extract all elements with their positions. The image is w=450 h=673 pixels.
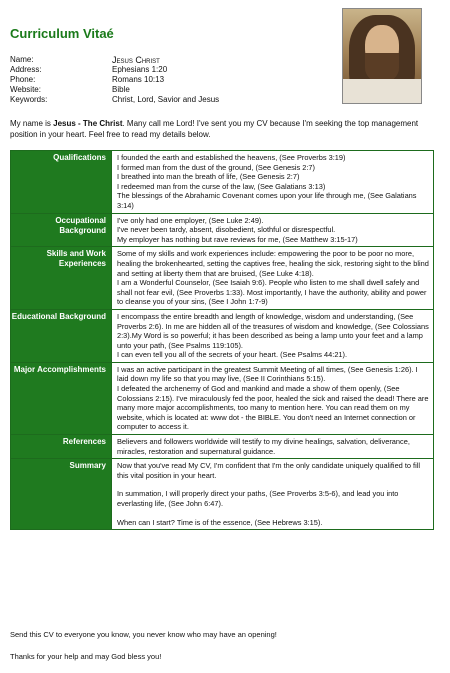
section-content [111,214,433,247]
info-key: Website: [10,85,41,94]
intro-bold: Jesus - The Christ [53,119,123,128]
section-line: Some of my skills and work experiences include: empowering the poor to be poor no more, healing the brokenhearted, setting the captives free, healing the sick, restoring sight to the blind and setting at liberty them that are bruised, (See Luke 4:18). [117,249,429,278]
section-line: I've only had one employer, (See Luke 2:49). [117,215,264,225]
info-value: Bible [112,85,130,94]
info-row-name [10,55,219,65]
section-line: When can I start? Time is of the essence, (See Hebrews 3:15). [117,517,323,527]
section-label: Occupational Background [11,214,111,247]
section-line: In summation, I will properly direct your paths, (See Proverbs 3:5-6), and lead you into everlasting life, (See John 6:47). [117,489,399,508]
section-line: I breathed into man the breath of life, (See Genesis 2:7) [117,172,300,182]
section-line: I redeemed man from the curse of the law, (See Galatians 3:13) [117,181,326,191]
portrait-image [342,8,422,104]
section-content [111,363,433,434]
section-label: Major Accomplishments [11,363,111,434]
portrait-robe [343,79,421,103]
intro-post: . Many call me Lord! I've sent you my CV because I'm seeking the top management position in your heart. Feel free to read my details below. [10,119,419,139]
info-value: Christ, Lord, Savior and Jesus [112,95,220,104]
section-line: Believers and followers worldwide will testify to my divine healings, salvation, deliverance, miracles, restoration and supernatural guidance. [117,437,410,456]
info-key: Address: [10,65,42,74]
cv-table [10,150,434,530]
section-content [111,151,433,213]
section-line: I can even tell you all of the secrets of your heart. (See Psalms 44:21). [117,350,348,360]
info-value: Ephesians 1:20 [112,65,168,74]
section-row [11,246,433,309]
section-label: Qualifications [11,151,111,213]
section-row [11,151,433,213]
section-content [111,435,433,458]
section-label: Skills and Work Experiences [11,247,111,309]
info-value: Romans 10:13 [112,75,165,84]
intro-pre: My name is [10,119,54,128]
section-label: References [11,435,111,458]
section-label: Summary [11,459,111,529]
section-line: I was an active participant in the greatest Summit Meeting of all times, (See Genesis 1:26). I laid down my life so that you may live, (See II Corinthians 5:15). [117,364,418,384]
section-line: I founded the earth and established the heavens, (See Proverbs 3:19) [117,153,346,162]
section-line: I've never been tardy, absent, disobedient, slothful or disrespectful. [117,225,336,235]
section-row [11,362,433,434]
section-line: I encompass the entire breadth and length of knowledge, wisdom and understanding, (See Proverbs 2:6). In me are hidden all of the treasures of wisdom and knowledge, (See Colossians 2:3).My Word is so powerful; it has been described as being a lamp unto your feet and a lamp unto your path, (See Psalms 119:105). [117,311,429,350]
section-row [11,434,433,458]
footer-thanks: Thanks for your help and may God bless you! [10,652,162,661]
cv-title: Curriculum Vitaé [10,26,114,41]
section-label: Educational Background [11,310,111,362]
info-key: Phone: [10,75,36,84]
section-content [111,459,433,529]
info-row-address [10,65,219,75]
section-row [11,213,433,247]
section-line [117,480,429,489]
footer-note: Send this CV to everyone you know, you never know who may have an opening! [10,630,277,639]
section-line: I defeated the archenemy of God and mankind and made a show of them openly, (See Colossians 2:15). I've miraculously fed the poor, healed the sick and raised the dead! There are many more major accomplishments, too many to mention here. You can read them on my website, which is located at: www dot - the BIBLE. You don't need an Internet connection or computer to access it. [117,384,429,432]
section-line: I formed man from the dust of the ground, (See Genesis 2:7) [117,162,316,172]
intro-paragraph [10,118,430,140]
info-row-keywords [10,95,219,105]
info-row-phone [10,75,219,85]
info-value: Jesus Christ [112,55,160,65]
personal-info [10,55,219,105]
info-row-website [10,85,219,95]
section-line: My employer has nothing but rave reviews for me, (See Matthew 3:15-17) [117,234,358,244]
info-key: Name: [10,55,34,64]
info-key: Keywords: [10,95,48,104]
section-line: Now that you've read My CV, I'm confident that I'm the only candidate uniquely qualified to fill this vital position in your heart. [117,461,421,480]
section-row [11,309,433,362]
section-content [111,310,433,362]
section-line [117,509,429,518]
section-row [11,458,433,529]
section-content [111,247,433,309]
section-line: The blessings of the Abrahamic Covenant comes upon your life through me, (See Galatians 3:14) [117,191,417,210]
section-line: I am a Wonderful Counselor, (See Isaiah 9:6). People who listen to me shall dwell safely and shall not fear evil, (See Proverbs 1:33). Most importantly, I have the authority, ability and power to cleanse you of your sins, (See I John 1:7-9) [117,278,427,307]
